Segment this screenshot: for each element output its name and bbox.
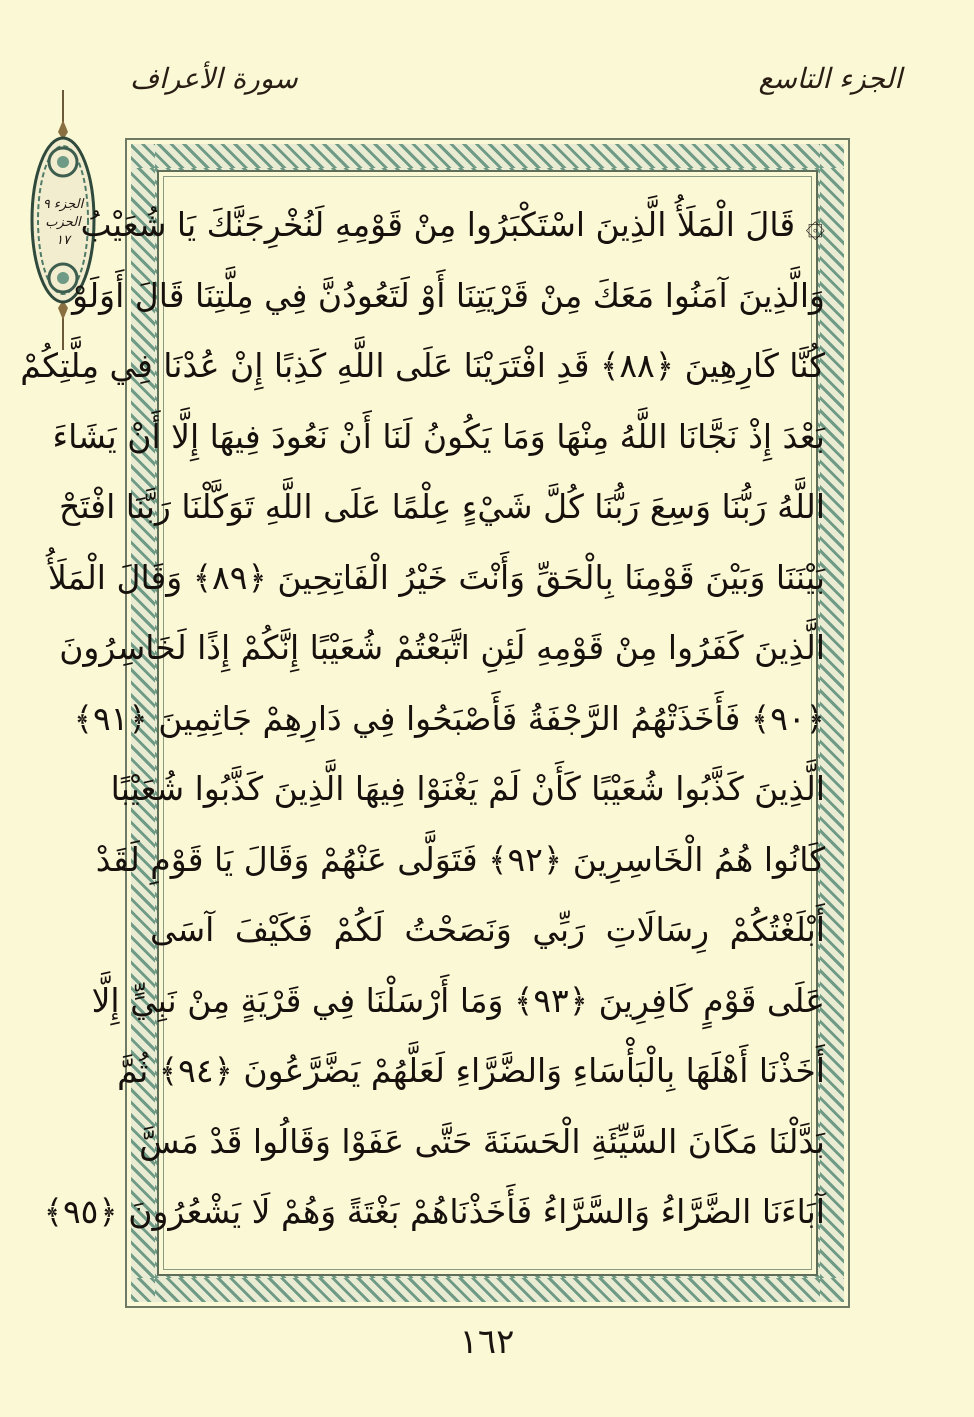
text-line: كَانُوا هُمُ الْخَاسِرِينَ ﴿٩٢﴾ فَتَوَلَّى عَنْهُمْ وَقَالَ يَا قَوْمِ لَقَدْ — [95, 839, 825, 879]
text-line: أَخَذْنَا أَهْلَهَا بِالْبَأْسَاءِ وَالضَّرَّاءِ لَعَلَّهُمْ يَضَّرَّعُونَ ﴿٩٤﴾ ثُمَّ — [117, 1051, 825, 1090]
text-line: الَّذِينَ كَذَّبُوا شُعَيْبًا كَأَنْ لَمْ يَغْنَوْا فِيهَا الَّذِينَ كَذَّبُوا شُعَيْبًا — [110, 769, 825, 808]
text-line: أَبْلَغْتُكُمْ رِسَالَاتِ رَبِّي وَنَصَحْتُ لَكُمْ فَكَيْفَ آسَى — [150, 910, 825, 949]
page-number: ١٦٢ — [459, 1322, 515, 1362]
text-line: آبَاءَنَا الضَّرَّاءُ وَالسَّرَّاءُ فَأَخَذْنَاهُمْ بَغْتَةً وَهُمْ لَا يَشْعُرُونَ ﴿٩٥﴾ — [43, 1192, 825, 1231]
text-line: عَلَى قَوْمٍ كَافِرِينَ ﴿٩٣﴾ وَمَا أَرْسَلْنَا فِي قَرْيَةٍ مِنْ نَبِيٍّ إِلَّا — [91, 980, 825, 1020]
text-line: بَيْنَنَا وَبَيْنَ قَوْمِنَا بِالْحَقِّ وَأَنْتَ خَيْرُ الْفَاتِحِينَ ﴿٨٩﴾ وَقَالَ الْمَلَأُ — [47, 557, 825, 597]
text-line: وَالَّذِينَ آمَنُوا مَعَكَ مِنْ قَرْيَتِنَا أَوْ لَتَعُودُنَّ فِي مِلَّتِنَا قَالَ أَوَلَوْ — [72, 275, 825, 315]
text-line: بَدَّلْنَا مَكَانَ السَّيِّئَةِ الْحَسَنَةَ حَتَّى عَفَوْا وَقَالُوا قَدْ مَسَّ — [139, 1121, 825, 1161]
juz-title: الجزء التاسع — [758, 62, 902, 95]
text-line: كُنَّا كَارِهِينَ ﴿٨٨﴾ قَدِ افْتَرَيْنَا عَلَى اللَّهِ كَذِبًا إِنْ عُدْنَا فِي مِلَّتِكُمْ — [20, 346, 825, 385]
text-line: اللَّهُ رَبُّنَا وَسِعَ رَبُّنَا كُلَّ شَيْءٍ عِلْمًا عَلَى اللَّهِ تَوَكَّلْنَا رَبَّنَا افْتَحْ — [59, 487, 825, 526]
surah-title: سورة الأعراف — [130, 62, 298, 95]
juz-number: الجزء ٩ — [42, 197, 84, 212]
text-line: ۞ قَالَ الْمَلَأُ الَّذِينَ اسْتَكْبَرُوا مِنْ قَوْمِهِ لَنُخْرِجَنَّكَ يَا شُعَيْبُ — [80, 205, 825, 244]
text-line: ﴿٩٠﴾ فَأَخَذَتْهُمُ الرَّجْفَةُ فَأَصْبَحُوا فِي دَارِهِمْ جَاثِمِينَ ﴿٩١﴾ — [73, 698, 825, 738]
text-line: بَعْدَ إِذْ نَجَّانَا اللَّهُ مِنْهَا وَمَا يَكُونُ لَنَا أَنْ نَعُودَ فِيهَا إِلَّا أَنْ يَشَاءَ — [52, 416, 825, 456]
hizb-number: الحزب ١٧ — [45, 215, 81, 248]
text-line: الَّذِينَ كَفَرُوا مِنْ قَوْمِهِ لَئِنِ اتَّبَعْتُمْ شُعَيْبًا إِنَّكُمْ إِذًا لَخَاسِرُونَ — [59, 628, 825, 667]
